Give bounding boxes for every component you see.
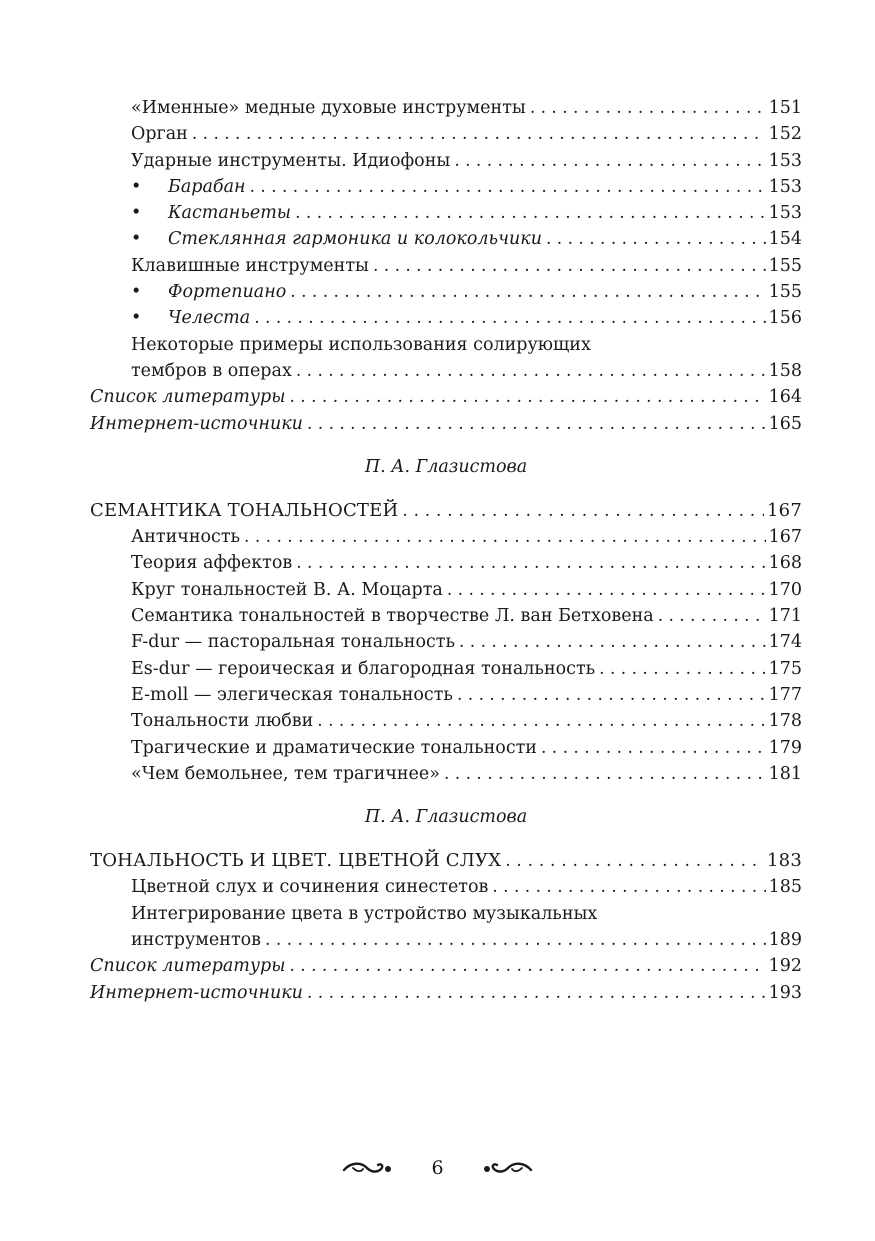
toc-entry-title: Круг тональностей В. А. Моцарта <box>131 579 443 600</box>
dot-leader <box>530 95 766 121</box>
toc-page-number: 185 <box>768 877 802 898</box>
toc-page-number: 179 <box>768 737 802 758</box>
dot-leader <box>290 279 765 305</box>
toc-page-number: 189 <box>768 930 802 951</box>
dot-leader <box>307 980 766 1006</box>
dot-leader <box>454 148 765 174</box>
toc-page-number: 158 <box>768 360 802 381</box>
fleuron-ornament-left-icon <box>341 1158 395 1178</box>
toc-entry-title: Античность <box>131 527 241 548</box>
toc-entry[interactable] <box>90 980 802 1006</box>
toc-entry-title: Челеста <box>168 308 251 329</box>
toc-entry[interactable] <box>90 524 802 550</box>
toc-entry[interactable] <box>90 953 802 979</box>
toc-entry[interactable] <box>90 200 802 226</box>
toc-page-number: 164 <box>768 387 802 408</box>
toc-entry-title: E-moll — элегическая тональность <box>131 684 453 705</box>
bullet-icon: • <box>131 229 142 250</box>
dot-leader <box>599 656 765 682</box>
toc-page-number: 193 <box>768 982 802 1003</box>
toc-entry[interactable] <box>90 874 802 900</box>
toc-entry-title: Список литературы <box>90 387 286 408</box>
toc-page-number: 181 <box>768 763 802 784</box>
toc-entry-title: Цветной слух и сочинения синестетов <box>131 877 489 898</box>
toc-entry[interactable] <box>90 550 802 576</box>
dot-leader <box>505 848 764 874</box>
toc-page-number: 152 <box>768 124 802 145</box>
toc-page-number: 177 <box>768 684 802 705</box>
toc-entry[interactable] <box>90 901 802 954</box>
toc-page-number: 153 <box>768 176 802 197</box>
toc-entry-title: Интернет-источники <box>90 413 303 434</box>
toc-entry-title: Клавишные инструменты <box>131 255 369 276</box>
section-author: П. А. Глазистова <box>364 456 528 477</box>
toc-entry-title: тембров в операх <box>131 360 292 381</box>
dot-leader <box>296 358 766 384</box>
dot-leader <box>296 550 765 576</box>
toc-entry[interactable] <box>90 411 802 437</box>
toc-entry-title: Барабан <box>168 176 246 197</box>
toc-entry[interactable] <box>90 279 802 305</box>
dot-leader <box>402 498 764 524</box>
dot-leader <box>459 629 766 655</box>
toc-entry[interactable] <box>90 629 802 655</box>
dot-leader <box>307 411 766 437</box>
toc-entry-title: ТОНАЛЬНОСТЬ И ЦВЕТ. ЦВЕТНОЙ СЛУХ <box>90 850 502 872</box>
toc-entry[interactable] <box>90 332 802 385</box>
dot-leader <box>289 384 765 410</box>
dot-leader <box>250 174 766 200</box>
dot-leader <box>317 708 765 734</box>
toc-entry[interactable] <box>90 577 802 603</box>
toc-entry-title: Семантика тональностей в творчестве Л. ван Бетховена <box>131 606 654 627</box>
toc-page-number: 175 <box>768 658 802 679</box>
toc-page-number: 154 <box>768 229 802 250</box>
toc-entry-title-line1: Интегрирование цвета в устройство музыкальных <box>131 903 598 924</box>
toc-page-number: 170 <box>768 579 802 600</box>
toc-entry-title: Es-dur — героическая и благородная тональность <box>131 658 596 679</box>
toc-entry[interactable] <box>90 682 802 708</box>
toc-entry-title: инструментов <box>131 930 262 951</box>
bullet-icon: • <box>131 176 142 197</box>
toc-entry[interactable] <box>90 226 802 252</box>
toc-entry[interactable] <box>90 761 802 787</box>
toc-entry[interactable] <box>90 656 802 682</box>
toc-page-number: 168 <box>768 553 802 574</box>
toc-entry-title: Интернет-источники <box>90 982 303 1003</box>
toc-entry[interactable] <box>90 95 802 121</box>
bullet-icon: • <box>131 282 142 303</box>
dot-leader <box>192 121 766 147</box>
toc-group-1 <box>90 95 802 437</box>
toc-entry[interactable] <box>90 603 802 629</box>
dot-leader <box>373 253 766 279</box>
dot-leader <box>492 874 765 900</box>
toc-entry-title: «Чем бемольнее, тем трагичнее» <box>131 763 440 784</box>
toc-entry-title: Орган <box>131 124 188 145</box>
toc-entry-title: Стеклянная гармоника и колокольчики <box>168 229 542 250</box>
fleuron-ornament-right-icon <box>480 1158 534 1178</box>
toc-entry-title: Список литературы <box>90 956 286 977</box>
dot-leader <box>444 761 766 787</box>
dot-leader <box>447 577 766 603</box>
toc-entry-title: «Именные» медные духовые инструменты <box>131 98 526 118</box>
toc-entry-title: Кастаньеты <box>168 203 292 224</box>
toc-page-number: 192 <box>768 956 802 977</box>
toc-page-number: 183 <box>767 850 802 872</box>
page-footer <box>0 1156 875 1179</box>
toc-entry-title: Трагические и драматические тональности <box>131 737 537 758</box>
toc-page-number: 165 <box>768 413 802 434</box>
toc-chapter-entry[interactable] <box>90 498 802 524</box>
dot-leader <box>457 682 766 708</box>
dot-leader <box>658 603 766 629</box>
toc-entry-title: Ударные инструменты. Идиофоны <box>131 150 451 171</box>
bullet-icon: • <box>131 203 142 224</box>
toc-page-number: 171 <box>768 606 802 627</box>
toc-group-3 <box>90 848 802 1006</box>
dot-leader <box>289 953 765 979</box>
toc-entry[interactable] <box>90 708 802 734</box>
toc-entry-title-line1: Некоторые примеры использования солирующих <box>131 334 591 355</box>
toc-page-number: 174 <box>768 632 802 653</box>
toc-entry-title: СЕМАНТИКА ТОНАЛЬНОСТЕЙ <box>90 499 399 521</box>
toc-page-number: 153 <box>768 150 802 171</box>
page-number: 6 <box>431 1157 444 1179</box>
dot-leader <box>546 226 766 252</box>
toc-entry-title: F-dur — пасторальная тональность <box>131 632 455 653</box>
toc-page-number: 167 <box>768 527 802 548</box>
toc-page-number: 153 <box>768 203 802 224</box>
toc-entry[interactable] <box>90 121 802 147</box>
dot-leader <box>295 200 766 226</box>
toc-entry[interactable] <box>90 174 802 200</box>
dot-leader <box>254 305 765 331</box>
toc-page-number: 178 <box>768 711 802 732</box>
toc-entry-title: Тональности любви <box>131 711 314 732</box>
toc-chapter-entry[interactable] <box>90 848 802 874</box>
toc-entry[interactable] <box>90 735 802 761</box>
toc-page-number: 155 <box>768 282 802 303</box>
dot-leader <box>541 735 766 761</box>
toc-group-2 <box>90 498 802 787</box>
toc-entry-title: Фортепиано <box>168 282 287 303</box>
dot-leader <box>265 927 766 953</box>
toc-entry[interactable] <box>90 305 802 331</box>
dot-leader <box>244 524 766 550</box>
section-author: П. А. Глазистова <box>364 807 528 828</box>
toc-entry[interactable] <box>90 148 802 174</box>
toc-entry[interactable] <box>90 384 802 410</box>
toc-entry[interactable] <box>90 253 802 279</box>
toc-page-number: 167 <box>767 499 802 521</box>
bullet-icon: • <box>131 308 142 329</box>
toc-page-number: 155 <box>768 255 802 276</box>
table-of-contents <box>90 95 802 1006</box>
toc-page-number: 151 <box>768 98 802 118</box>
toc-page-number: 156 <box>768 308 802 329</box>
toc-entry-title: Теория аффектов <box>131 553 293 574</box>
